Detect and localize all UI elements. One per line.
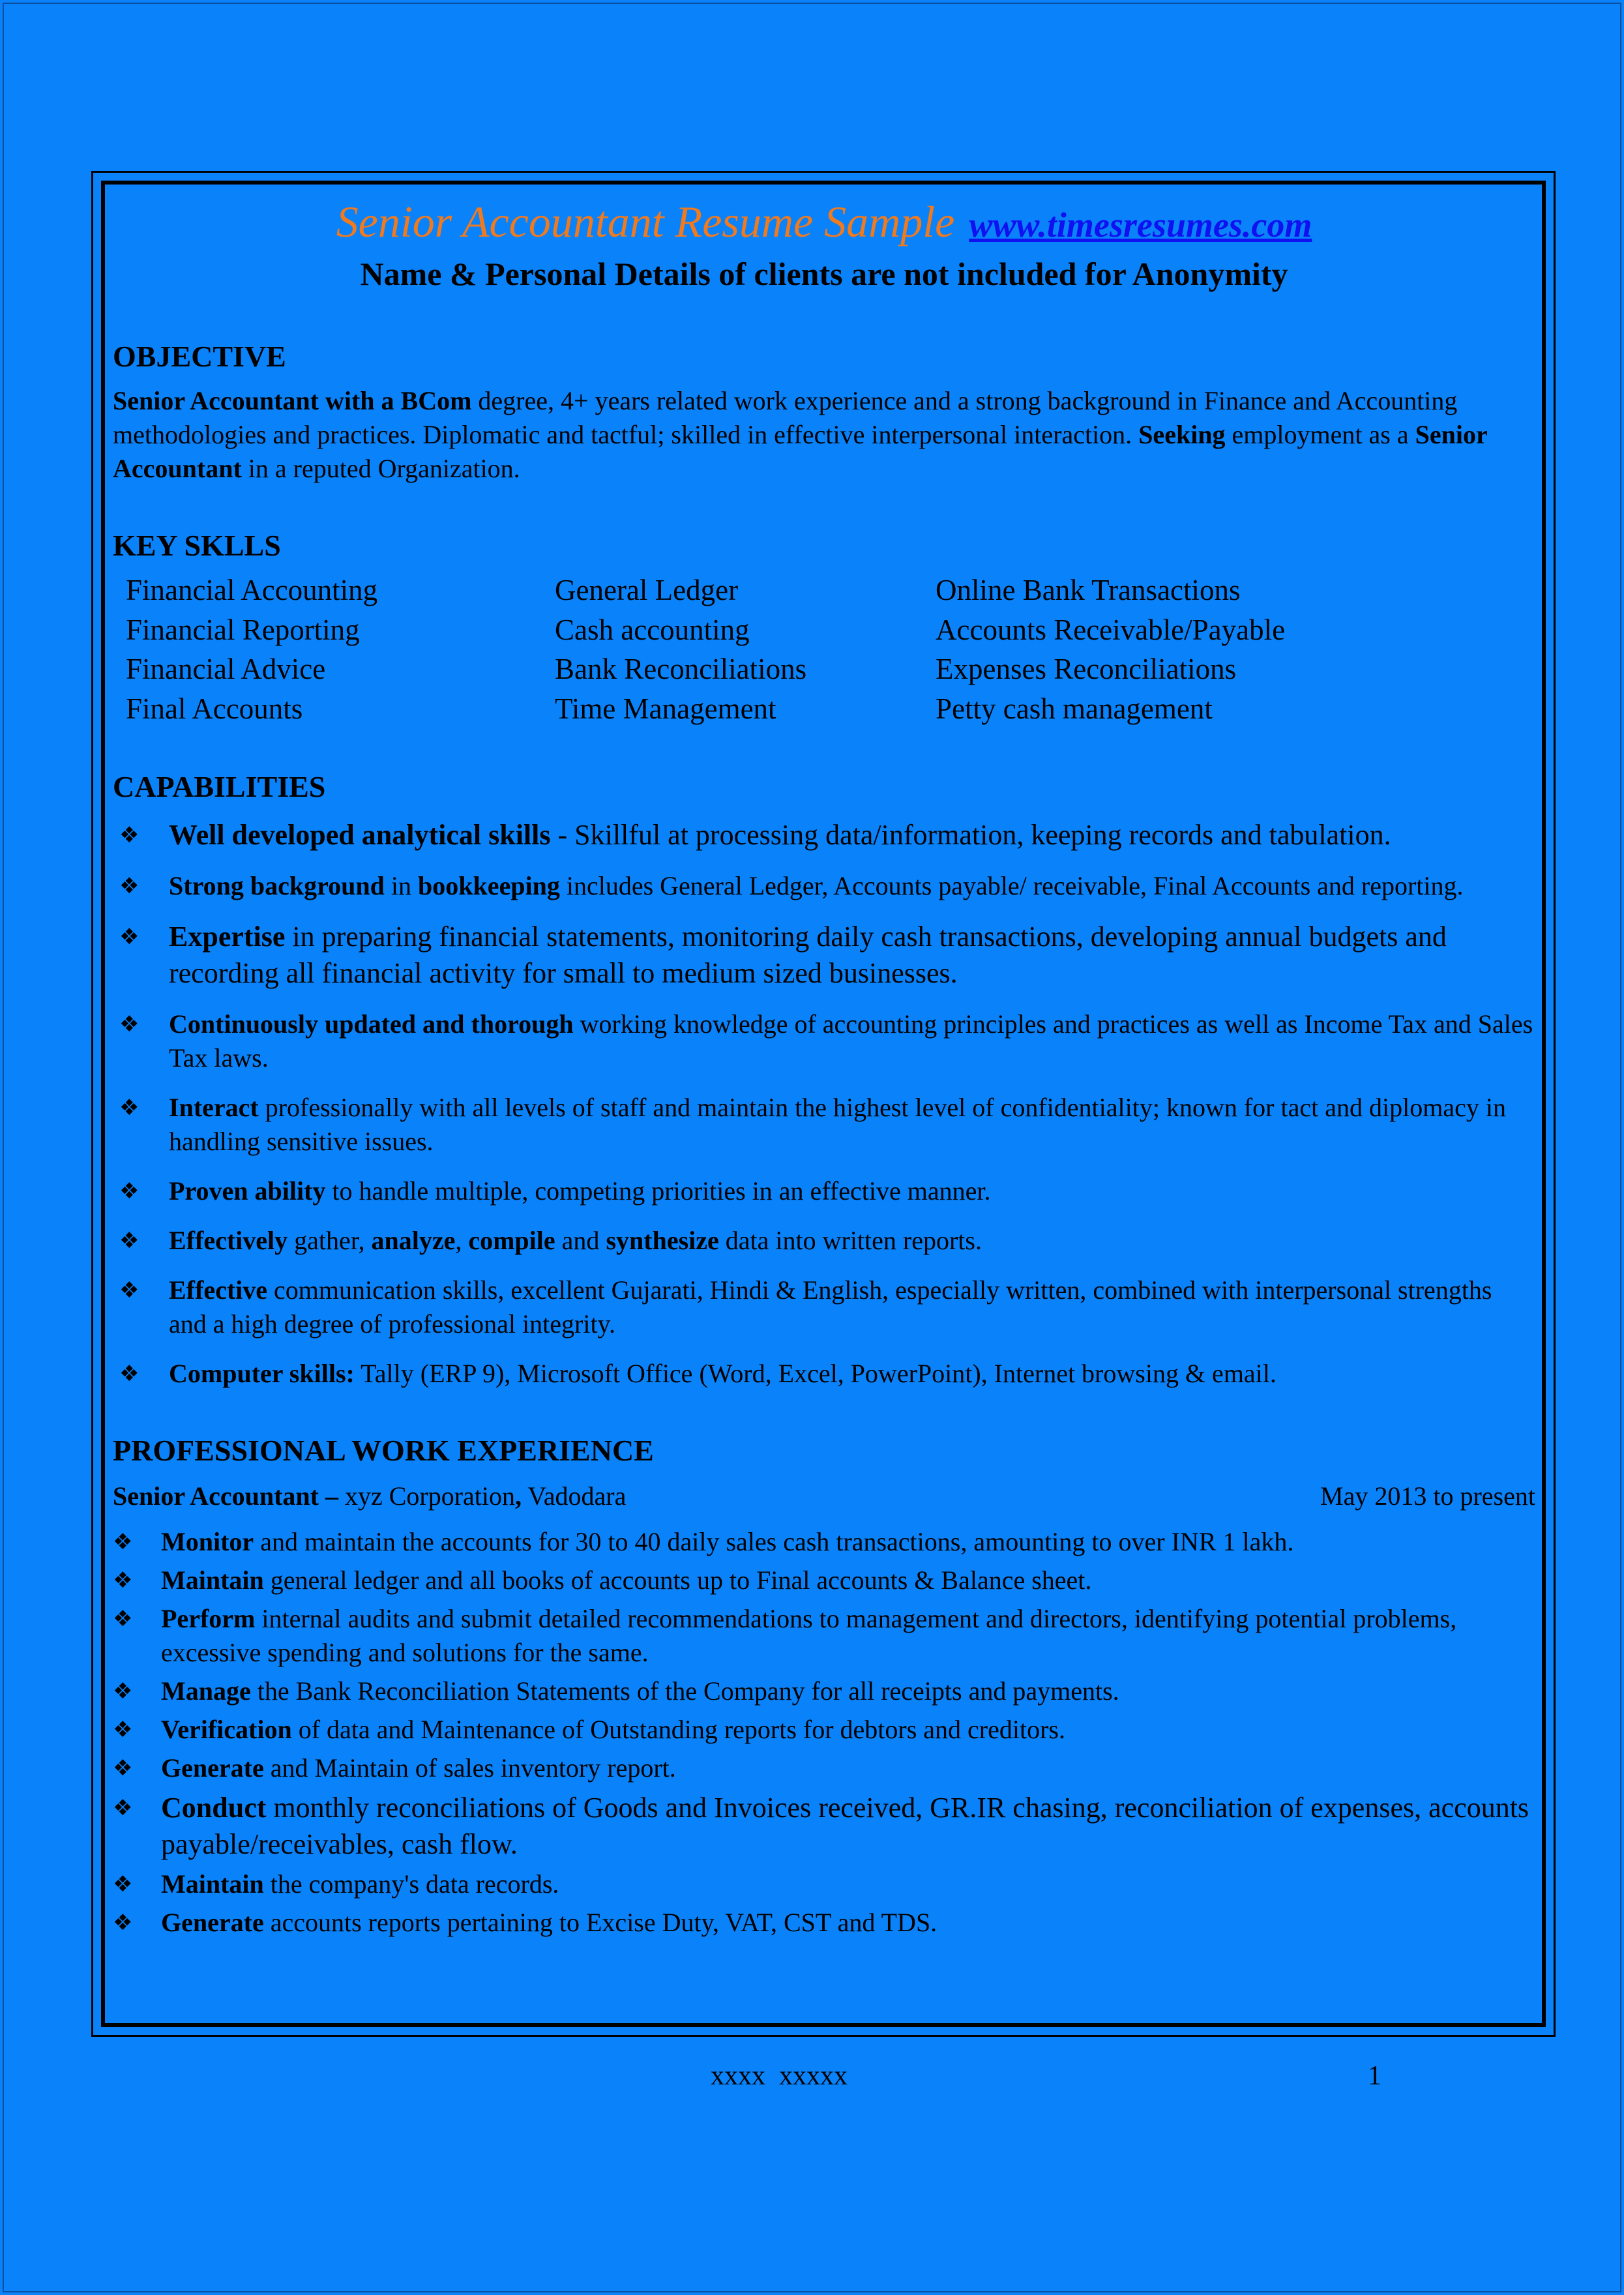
diamond-bullet-icon: ❖ bbox=[119, 1095, 140, 1121]
resume-frame-outer bbox=[91, 171, 1556, 2037]
diamond-bullet-icon: ❖ bbox=[113, 1910, 133, 1936]
diamond-bullet-icon: ❖ bbox=[113, 1871, 133, 1897]
diamond-bullet-icon: ❖ bbox=[113, 1717, 133, 1743]
duty-text: and Maintain of sales inventory report. bbox=[263, 1753, 676, 1783]
diamond-bullet-icon: ❖ bbox=[113, 1529, 133, 1555]
objective-text-bold-3: Seeking bbox=[1138, 420, 1226, 449]
duty-lead: Perform bbox=[161, 1604, 256, 1633]
capability-lead: bookkeeping bbox=[417, 871, 560, 900]
company-name: xyz Corporation bbox=[338, 1481, 516, 1511]
objective-text-bold-5: Senior Accountant bbox=[113, 420, 1487, 483]
skill-item: Final Accounts bbox=[126, 692, 303, 725]
page-number: 1 bbox=[1368, 2061, 1381, 2091]
list-item bbox=[113, 1751, 1535, 1785]
list-item bbox=[113, 1790, 1535, 1863]
duty-text: accounts reports pertaining to Excise Duty, VAT, CST and TDS. bbox=[263, 1908, 937, 1937]
objective-text bbox=[113, 384, 1535, 486]
diamond-bullet-icon: ❖ bbox=[113, 1606, 133, 1632]
list-item bbox=[113, 1357, 1535, 1391]
list-item bbox=[113, 1674, 1535, 1708]
diamond-bullet-icon: ❖ bbox=[119, 924, 140, 950]
job-position bbox=[113, 1478, 626, 1515]
duty-lead: Monitor bbox=[161, 1527, 254, 1556]
diamond-bullet-icon: ❖ bbox=[113, 1678, 133, 1704]
capability-text: Tally (ERP 9), Microsoft Office (Word, Excel, PowerPoint), Internet browsing & email. bbox=[354, 1359, 1277, 1388]
skill-item: Financial Accounting bbox=[126, 574, 378, 606]
website-link[interactable]: www.timesresumes.com bbox=[969, 205, 1312, 244]
objective-text-part-6: in a reputed Organization. bbox=[241, 454, 520, 483]
capability-text: - Skillful at processing data/information, keeping records and tabulation. bbox=[550, 819, 1391, 851]
diamond-bullet-icon: ❖ bbox=[119, 822, 140, 848]
diamond-bullet-icon: ❖ bbox=[119, 873, 140, 899]
capability-lead: Proven ability bbox=[169, 1176, 326, 1206]
list-item bbox=[113, 919, 1535, 992]
list-item bbox=[113, 1602, 1535, 1670]
duty-lead: Conduct bbox=[161, 1792, 267, 1824]
capability-text: in preparing financial statements, monitoring daily cash transactions, developing annual budgets and recording all financial activity for small to medium sized businesses. bbox=[169, 921, 1447, 989]
duty-text: of data and Maintenance of Outstanding reports for debtors and creditors. bbox=[291, 1715, 1065, 1744]
capability-lead: Well developed analytical skills bbox=[169, 819, 551, 851]
capability-text: data into written reports. bbox=[718, 1226, 982, 1255]
capability-lead: Strong background bbox=[169, 871, 385, 900]
work-experience-heading: PROFESSIONAL WORK EXPERIENCE bbox=[113, 1434, 654, 1467]
resume-frame-inner bbox=[101, 181, 1546, 2027]
job-location: Vadodara bbox=[522, 1481, 627, 1511]
list-item bbox=[113, 1867, 1535, 1901]
job-comma: , bbox=[515, 1481, 522, 1511]
skill-item: Petty cash management bbox=[936, 692, 1213, 725]
skill-item: Financial Advice bbox=[126, 653, 326, 685]
job-line bbox=[113, 1478, 1535, 1515]
skill-item: Online Bank Transactions bbox=[936, 574, 1241, 606]
capability-text: and bbox=[555, 1226, 606, 1255]
list-item bbox=[113, 1563, 1535, 1597]
job-dates: May 2013 to present bbox=[1320, 1481, 1535, 1511]
diamond-bullet-icon: ❖ bbox=[113, 1795, 133, 1821]
job-title: Senior Accountant – bbox=[113, 1481, 338, 1511]
capability-lead: Effective bbox=[169, 1275, 268, 1305]
diamond-bullet-icon: ❖ bbox=[119, 1228, 140, 1254]
capability-text: includes General Ledger, Accounts payable/ receivable, Final Accounts and reporting. bbox=[559, 871, 1464, 900]
capability-text: to handle multiple, competing priorities in an effective manner. bbox=[325, 1176, 991, 1206]
work-duties-list bbox=[113, 1525, 1535, 1940]
skill-item: Bank Reconciliations bbox=[555, 653, 807, 685]
capability-lead: Computer skills: bbox=[169, 1359, 355, 1388]
list-item bbox=[113, 817, 1535, 853]
list-item bbox=[113, 1007, 1535, 1075]
list-item bbox=[113, 1224, 1535, 1258]
key-skills-grid bbox=[113, 570, 1535, 728]
diamond-bullet-icon: ❖ bbox=[119, 1361, 140, 1387]
objective-text-part-4: employment as a bbox=[1225, 420, 1415, 449]
capability-lead: Continuously updated and thorough bbox=[169, 1009, 574, 1039]
capabilities-list bbox=[113, 817, 1535, 1391]
skill-item: Financial Reporting bbox=[126, 613, 360, 646]
capabilities-heading: CAPABILITIES bbox=[113, 770, 326, 803]
objective-text-bold-1: Senior Accountant with a BCom bbox=[113, 386, 472, 415]
capability-text: in bbox=[384, 871, 418, 900]
duty-text: and maintain the accounts for 30 to 40 daily sales cash transactions, amounting to over INR 1 lakh. bbox=[254, 1527, 1294, 1556]
skill-item: Time Management bbox=[555, 692, 776, 725]
capability-lead: compile bbox=[468, 1226, 555, 1255]
capability-lead: Expertise bbox=[169, 921, 286, 953]
skill-item: Cash accounting bbox=[555, 613, 750, 646]
diamond-bullet-icon: ❖ bbox=[119, 1277, 140, 1303]
capability-lead: Interact bbox=[169, 1093, 259, 1122]
capability-lead: synthesize bbox=[606, 1226, 719, 1255]
objective-text-part-2: degree, 4+ years related work experience and a strong background in Finance and Accounting methodologies and practices. Diplomatic and tactful; skilled in effective interpersonal interaction. bbox=[113, 386, 1458, 449]
duty-lead: Verification bbox=[161, 1715, 292, 1744]
skill-item: General Ledger bbox=[555, 574, 739, 606]
capability-text: , bbox=[455, 1226, 469, 1255]
duty-text: internal audits and submit detailed recommendations to management and directors, identifying potential problems, excessive spending and solutions for the same. bbox=[161, 1604, 1457, 1667]
duty-lead: Manage bbox=[161, 1676, 251, 1706]
resume-title: Senior Accountant Resume Sample bbox=[336, 197, 955, 246]
duty-lead: Maintain bbox=[161, 1565, 264, 1595]
list-item bbox=[113, 1906, 1535, 1940]
objective-heading: OBJECTIVE bbox=[113, 340, 286, 373]
list-item bbox=[113, 1525, 1535, 1559]
diamond-bullet-icon: ❖ bbox=[113, 1755, 133, 1781]
list-item bbox=[113, 1091, 1535, 1159]
anonymity-notice: Name & Personal Details of clients are not included for Anonymity bbox=[360, 256, 1288, 292]
capability-lead: Effectively bbox=[169, 1226, 288, 1255]
capability-text: working knowledge of accounting principles and practices as well as Income Tax and Sales Tax laws. bbox=[169, 1009, 1533, 1073]
duty-text: monthly reconciliations of Goods and Invoices received, GR.IR chasing, reconciliation of expenses, accounts payable/receivables, cash flow. bbox=[161, 1792, 1529, 1860]
diamond-bullet-icon: ❖ bbox=[119, 1178, 140, 1204]
footer-text: xxxx xxxxx bbox=[711, 2061, 848, 2091]
duty-text: the company's data records. bbox=[263, 1869, 559, 1899]
list-item bbox=[113, 1174, 1535, 1208]
list-item bbox=[113, 869, 1535, 903]
list-item bbox=[113, 1713, 1535, 1747]
diamond-bullet-icon: ❖ bbox=[113, 1567, 133, 1593]
duty-text: the Bank Reconciliation Statements of the Company for all receipts and payments. bbox=[250, 1676, 1119, 1706]
duty-lead: Generate bbox=[161, 1753, 264, 1783]
capability-lead: analyze bbox=[371, 1226, 456, 1255]
title-line bbox=[113, 192, 1535, 251]
capability-text: professionally with all levels of staff and maintain the highest level of confidentiality; known for tact and diplomacy in handling sensitive issues. bbox=[169, 1093, 1506, 1156]
duty-lead: Generate bbox=[161, 1908, 264, 1937]
key-skills-heading: KEY SKLLS bbox=[113, 529, 281, 562]
duty-text: general ledger and all books of accounts up to Final accounts & Balance sheet. bbox=[263, 1565, 1092, 1595]
list-item bbox=[113, 1273, 1535, 1341]
capability-text: communication skills, excellent Gujarati, Hindi & English, especially written, combined with interpersonal strengths and a high degree of professional integrity. bbox=[169, 1275, 1492, 1339]
diamond-bullet-icon: ❖ bbox=[119, 1011, 140, 1037]
skill-item: Accounts Receivable/Payable bbox=[936, 613, 1286, 646]
capability-text: gather, bbox=[288, 1226, 372, 1255]
skill-item: Expenses Reconciliations bbox=[936, 653, 1237, 685]
duty-lead: Maintain bbox=[161, 1869, 264, 1899]
